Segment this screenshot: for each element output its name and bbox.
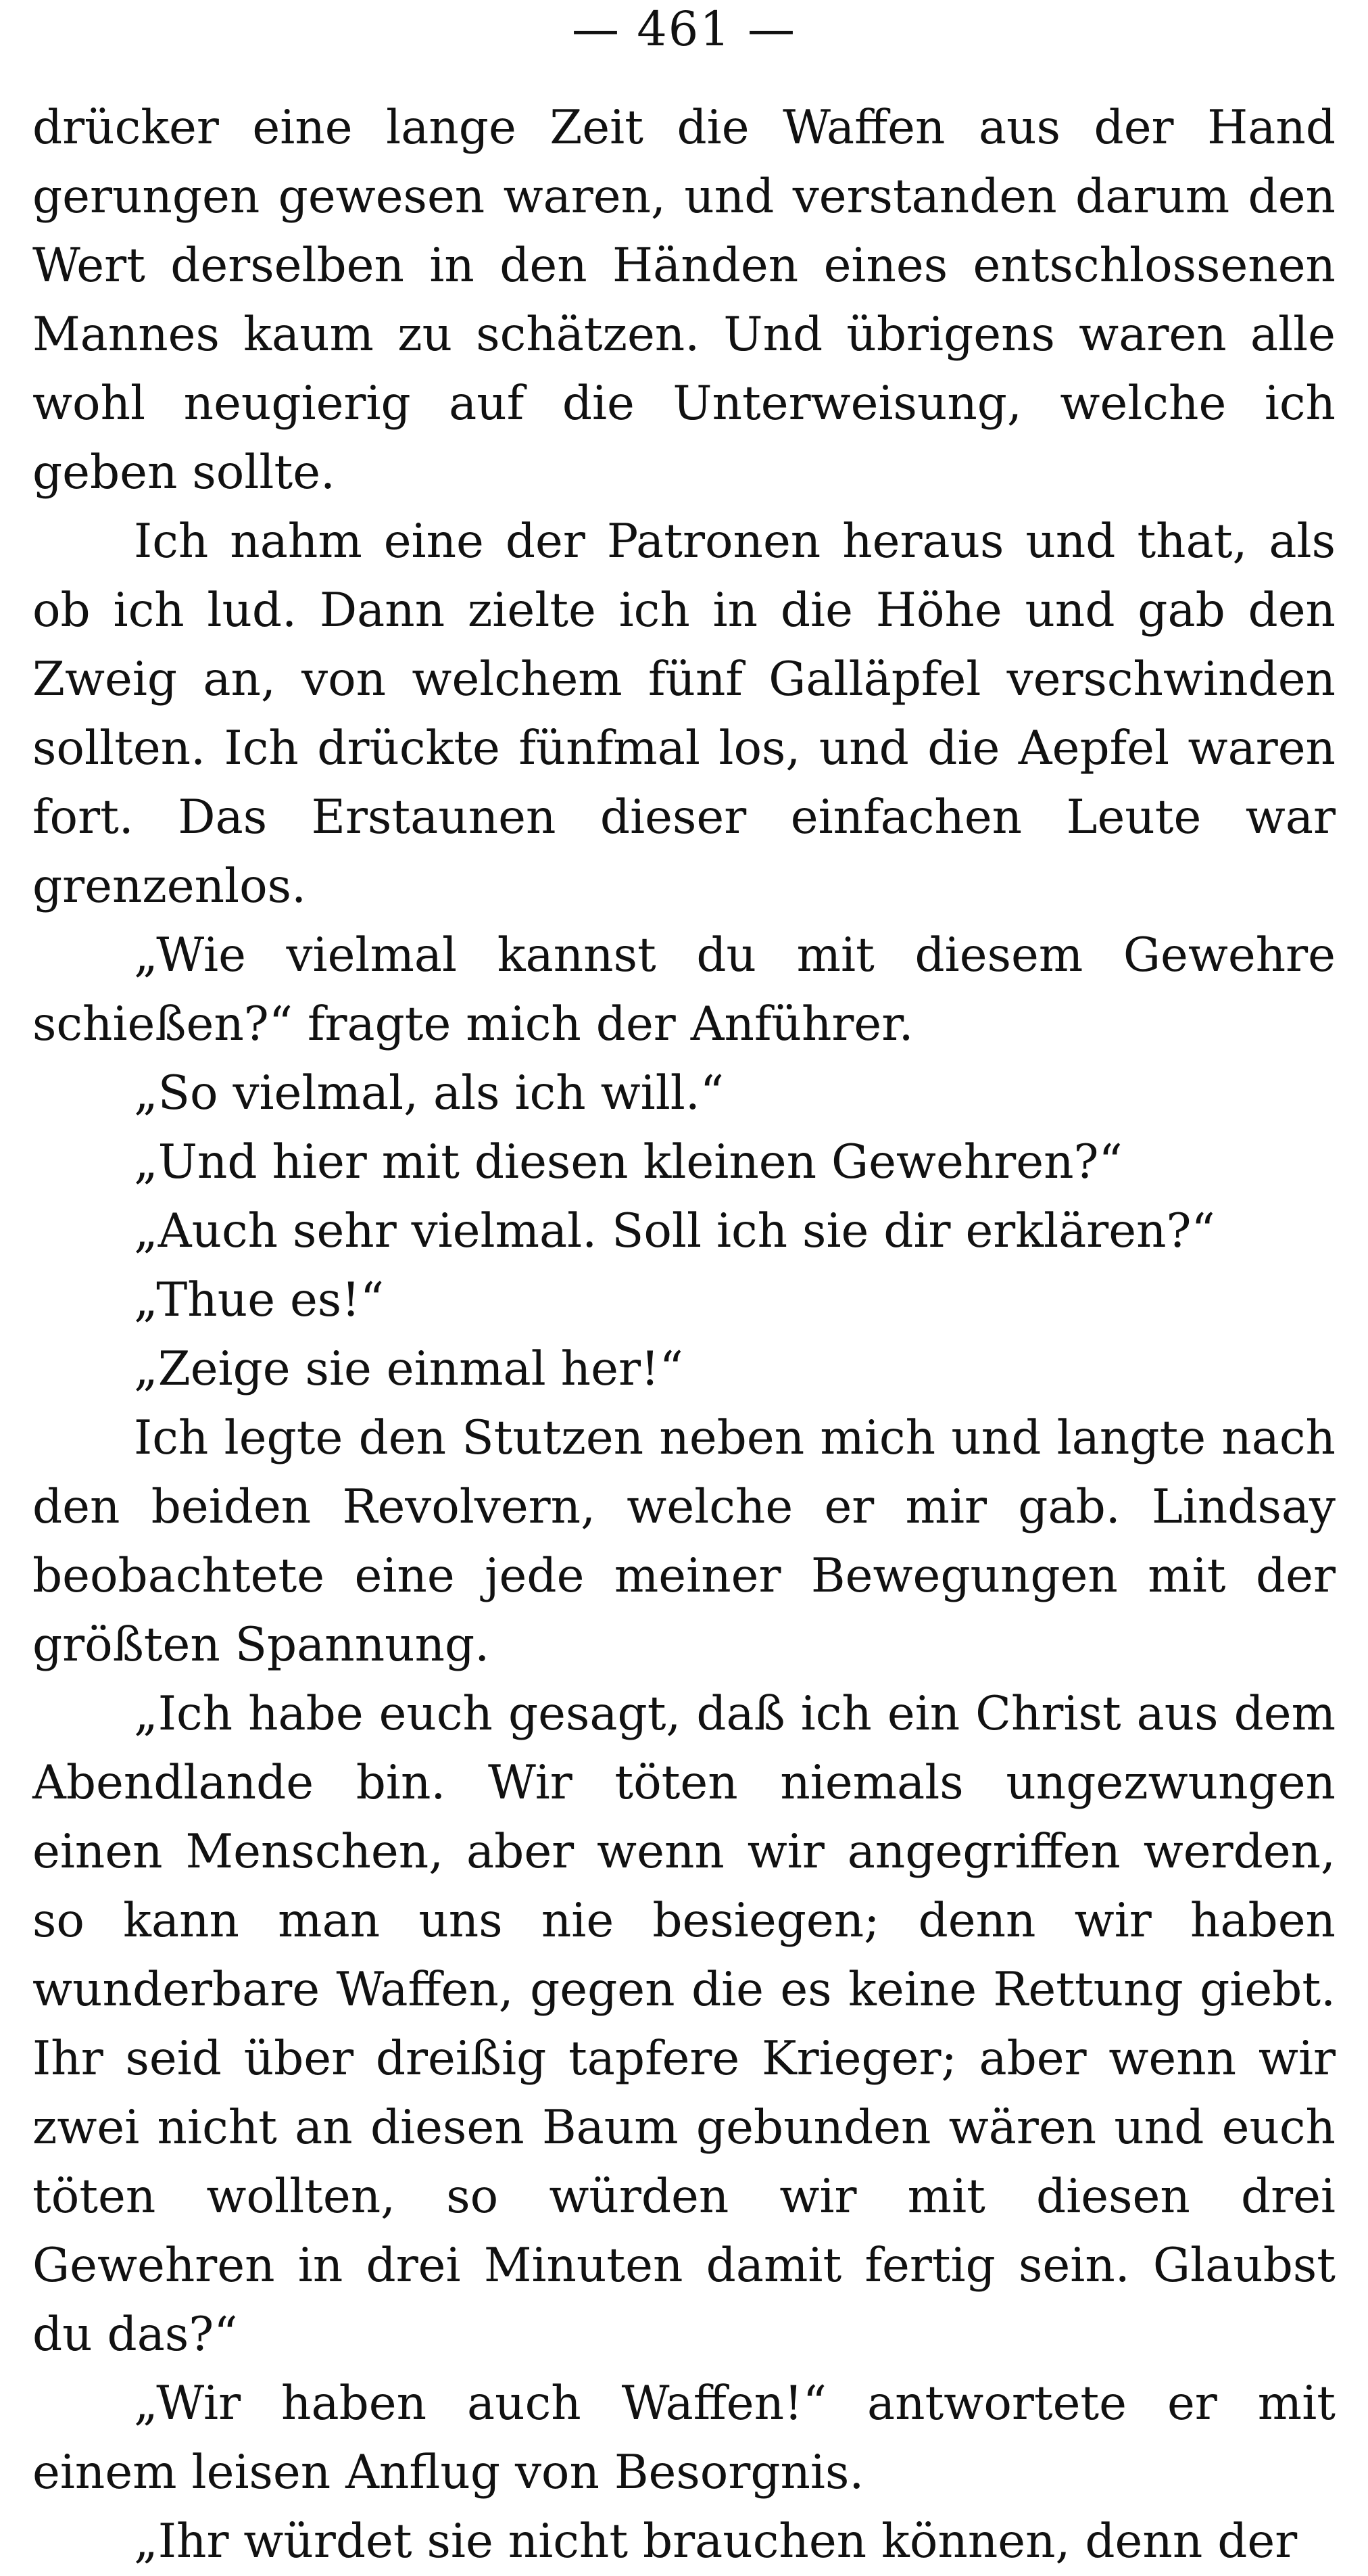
paragraph-5: „Und hier mit diesen kleinen Gewehren?“ [134, 1135, 1123, 1189]
paragraph-7: „Thue es!“ [134, 1273, 385, 1327]
paragraph-2: Ich nahm eine der Patronen heraus und that, als ob ich lud. Dann zielte ich in die Höhe und gab den Zweig an, von welchem fünf Galläpfel verschwinden sollten. Ich drückte fünfmal los, und die Aepfel waren fort. Das Erstaunen dieser einfachen Leute war grenzenlos. [32, 515, 1336, 913]
paragraph-12: „Ihr würdet sie nicht brauchen können, denn der [134, 2514, 1298, 2569]
page-number: — 461 — [571, 1, 797, 57]
paragraph-10: „Ich habe euch gesagt, daß ich ein Christ aus dem Abendlande bin. Wir töten niemals ungezwungen einen Menschen, aber wenn wir angegriffen werden, so kann man uns nie besiegen; denn wir haben wunderbare Waffen, gegen die es keine Rettung giebt. Ihr seid über dreißig tapfere Krieger; aber wenn wir zwei nicht an diesen Baum gebunden wären und euch töten wollten, so würden wir mit diesen drei Gewehren in drei Minuten damit fertig sein. Glaubst du das?“ [32, 1687, 1336, 2362]
body-text [32, 93, 1336, 2576]
paragraph-11: „Wir haben auch Waffen!“ antwortete er mit einem leisen Anflug von Besorgnis. [32, 2377, 1336, 2500]
paragraph-3: „Wie vielmal kannst du mit diesem Gewehre schießen?“ fragte mich der Anführer. [32, 928, 1336, 1051]
paragraph-8: „Zeige sie einmal her!“ [134, 1342, 683, 1396]
paragraph-9: Ich legte den Stutzen neben mich und langte nach den beiden Revolvern, welche er mir gab. Lindsay beobachtete eine jede meiner Bewegungen mit der größten Spannung. [32, 1411, 1336, 1672]
paragraph-4: „So vielmal, als ich will.“ [134, 1066, 725, 1120]
paragraph-1: drücker eine lange Zeit die Waffen aus der Hand gerungen gewesen waren, und verstanden darum den Wert derselben in den Händen eines entschlossenen Mannes kaum zu schätzen. Und übrigens waren alle wohl neugierig auf die Unterweisung, welche ich geben sollte. [32, 101, 1336, 500]
paragraph-6: „Auch sehr vielmal. Soll ich sie dir erklären?“ [134, 1204, 1215, 1258]
